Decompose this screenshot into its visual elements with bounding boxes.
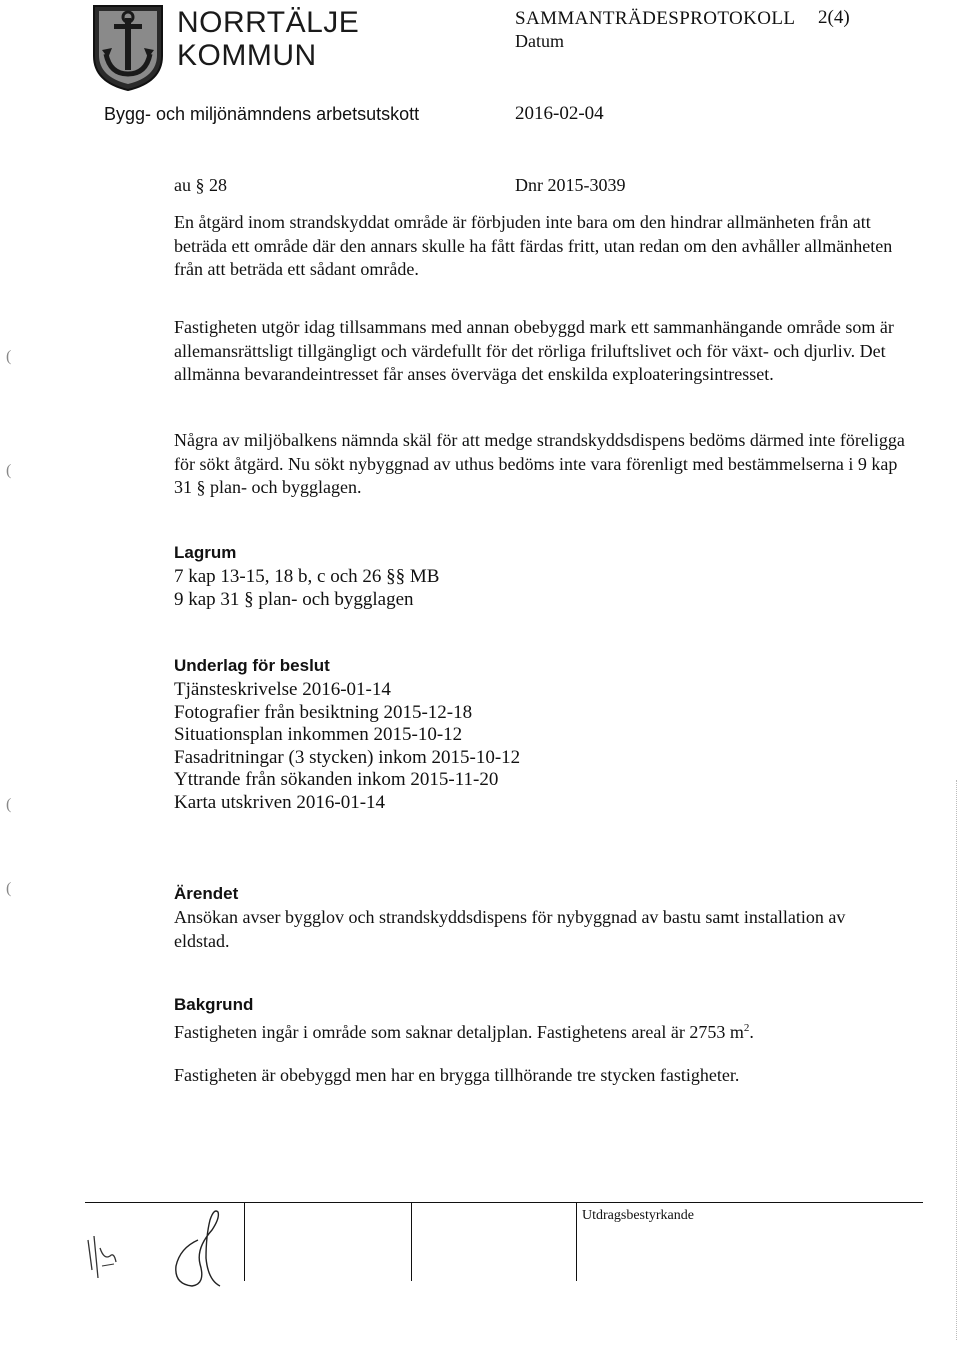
page-edge-line [956, 780, 957, 1340]
arendet-heading: Ärendet [174, 884, 239, 903]
paragraph-text: Ansökan avser bygglov och strandskyddsdispens för nybyggnad av bastu samt installation av eldstad. [174, 907, 846, 951]
list-item: Situationsplan inkommen 2015-10-12 [174, 724, 463, 745]
bakgrund-text [174, 1017, 914, 1045]
section-reference: au § 28 [174, 175, 227, 195]
bakgrund-text-2 [174, 1064, 914, 1088]
extract-certification-label: Utdragsbestyrkande [582, 1208, 694, 1223]
list-item: Karta utskriven 2016-01-14 [174, 791, 386, 813]
page-number: 2(4) [818, 7, 850, 28]
list-item: Fotografier från besiktning 2015-12-18 [174, 701, 473, 723]
paragraph-text: Några av miljöbalkens nämnda skäl för att medge strandskyddsdispens bedöms därmed inte föreligga för sökt åtgärd. Nu sökt nybyggnad av uthus bedöms inte vara förenligt med bestämmelserna i 9 kap 31 § plan- och bygglagen. [174, 430, 905, 497]
document-type: SAMMANTRÄDESPROTOKOLL [515, 8, 796, 29]
date-label: Datum [515, 31, 564, 51]
org-name-line1: NORRTÄLJE [177, 6, 360, 39]
margin-bracket-mark: ( [6, 462, 12, 479]
footer-column-divider [576, 1203, 577, 1281]
bakgrund-text-main: Fastigheten ingår i område som saknar detaljplan. Fastighetens areal är 2753 m [174, 1022, 744, 1042]
superscript: 2 [743, 1022, 750, 1034]
lagrum-list [174, 566, 439, 611]
committee-name: Bygg- och miljönämndens arbetsutskott [104, 104, 420, 124]
paragraph-text: En åtgärd inom strandskyddat område är förbjuden inte bara om den hindrar allmänheten från att beträda ett område där den annars skulle ha fått färdas fritt, utan redan om den avhåller allmänheten från att beträda ett sådant område. [174, 212, 893, 279]
list-item: Tjänsteskrivelse 2016-01-14 [174, 679, 391, 700]
paragraph-assessment [174, 429, 914, 500]
paragraph-shore-protection [174, 211, 914, 282]
margin-bracket-mark: ( [6, 880, 12, 897]
list-item: 9 kap 31 § plan- och bygglagen [174, 588, 414, 610]
diary-number: Dnr 2015-3039 [515, 175, 626, 195]
underlag-list [174, 679, 520, 814]
lagrum-heading: Lagrum [174, 543, 237, 562]
list-item: Fasadritningar (3 stycken) inkom 2015-10-12 [174, 746, 521, 768]
paragraph-text: Fastigheten utgör idag tillsammans med annan obebyggd mark ett sammanhängande område som är allemansrättsligt tillgängligt och värdefullt för det rörliga friluftslivet och för växt- och djurliv. Det allmänna bevarandeintresset får anses överväga det enskilda exploateringsintresset. [174, 317, 894, 384]
list-item: Yttrande från sökanden inkom 2015-11-20 [174, 769, 499, 790]
organization-name [177, 6, 359, 72]
arendet-text [174, 906, 904, 953]
municipality-coat-of-arms-logo [92, 4, 164, 92]
paragraph-text [174, 1017, 914, 1045]
margin-bracket-mark: ( [6, 348, 12, 365]
footer-column-divider [411, 1203, 412, 1281]
bakgrund-heading: Bakgrund [174, 995, 254, 1014]
handwritten-signature [80, 1200, 260, 1300]
org-name-line2: KOMMUN [177, 39, 317, 72]
bakgrund-text-end: . [749, 1022, 754, 1042]
meeting-date: 2016-02-04 [515, 103, 604, 124]
paragraph-property-value [174, 316, 914, 387]
list-item: 7 kap 13-15, 18 b, c och 26 §§ MB [174, 566, 440, 587]
underlag-heading: Underlag för beslut [174, 656, 330, 675]
margin-bracket-mark: ( [6, 796, 12, 813]
paragraph-text: Fastigheten är obebyggd men har en brygga tillhörande tre stycken fastigheter. [174, 1065, 740, 1085]
